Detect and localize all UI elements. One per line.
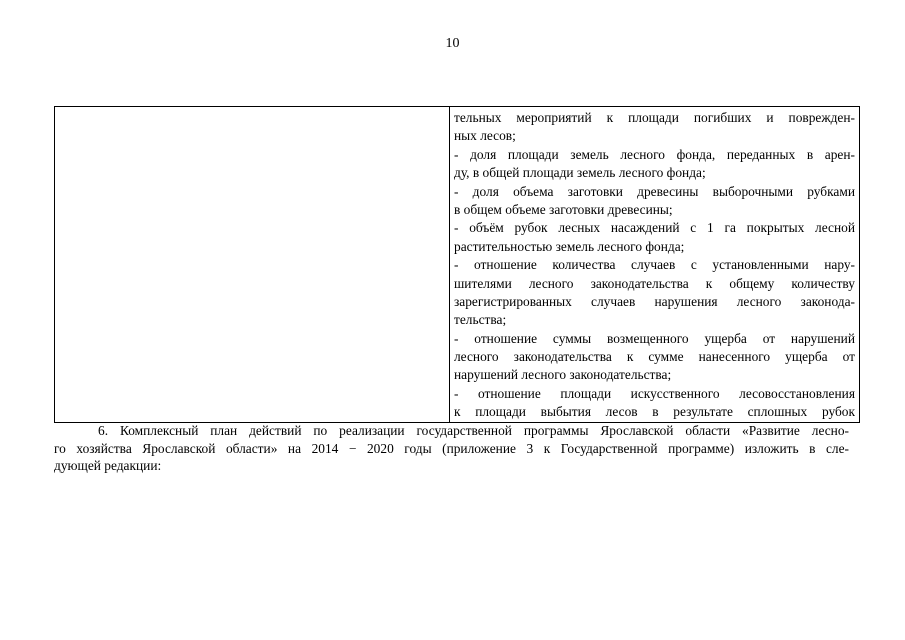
table-text-line: ду, в общей площади земель лесного фонда; xyxy=(454,165,706,181)
table-text-line: - доля площади земель лесного фонда, переданных в арен- xyxy=(454,146,855,162)
table-text-line: - доля объема заготовки древесины выборочными рубками xyxy=(454,183,855,199)
table-text-line: - отношение площади искусственного лесовосстановления xyxy=(454,385,855,401)
table-text-line: зарегистрированных случаев нарушения лесного законода- xyxy=(454,293,855,309)
table-cell-left xyxy=(55,107,450,423)
table-text-line: к площади выбытия лесов в результате сплошных рубок xyxy=(454,404,855,420)
table-text-line: - отношение суммы возмещенного ущерба от нарушений xyxy=(454,330,855,346)
paragraph-line: го хозяйства Ярославской области» на 2014 − 2020 годы (приложение 3 к Государственной программе) изложить в сле- xyxy=(54,440,849,456)
paragraph-line: дующей редакции: xyxy=(54,458,162,474)
page-number: 10 xyxy=(445,36,460,51)
table-cell-right xyxy=(450,107,860,423)
table-text-line: - объём рубок лесных насаждений с 1 га покрытых лесной xyxy=(454,220,855,236)
table-text-line: ных лесов; xyxy=(454,128,516,144)
table-text-line: - отношение количества случаев с установленными нару- xyxy=(454,257,855,273)
table-text-line: тельных мероприятий к площади погибших и поврежден- xyxy=(454,110,855,125)
table-text-line: лесного законодательства к сумме нанесенного ущерба от xyxy=(454,349,855,365)
indicators-table xyxy=(54,106,860,423)
table-text-line: растительностью земель лесного фонда; xyxy=(454,238,685,254)
table-text-line: в общем объеме заготовки древесины; xyxy=(454,201,673,217)
table-text-line: нарушений лесного законодательства; xyxy=(454,367,672,383)
table-text-line: шителями лесного законодательства к общему количеству xyxy=(454,275,855,291)
paragraph-line: 6. Комплексный план действий по реализации государственной программы Ярославской области «Развитие лесно- xyxy=(98,423,849,438)
table-row xyxy=(55,107,860,423)
body-paragraph xyxy=(54,422,849,475)
table-text-line: тельства; xyxy=(454,312,507,328)
